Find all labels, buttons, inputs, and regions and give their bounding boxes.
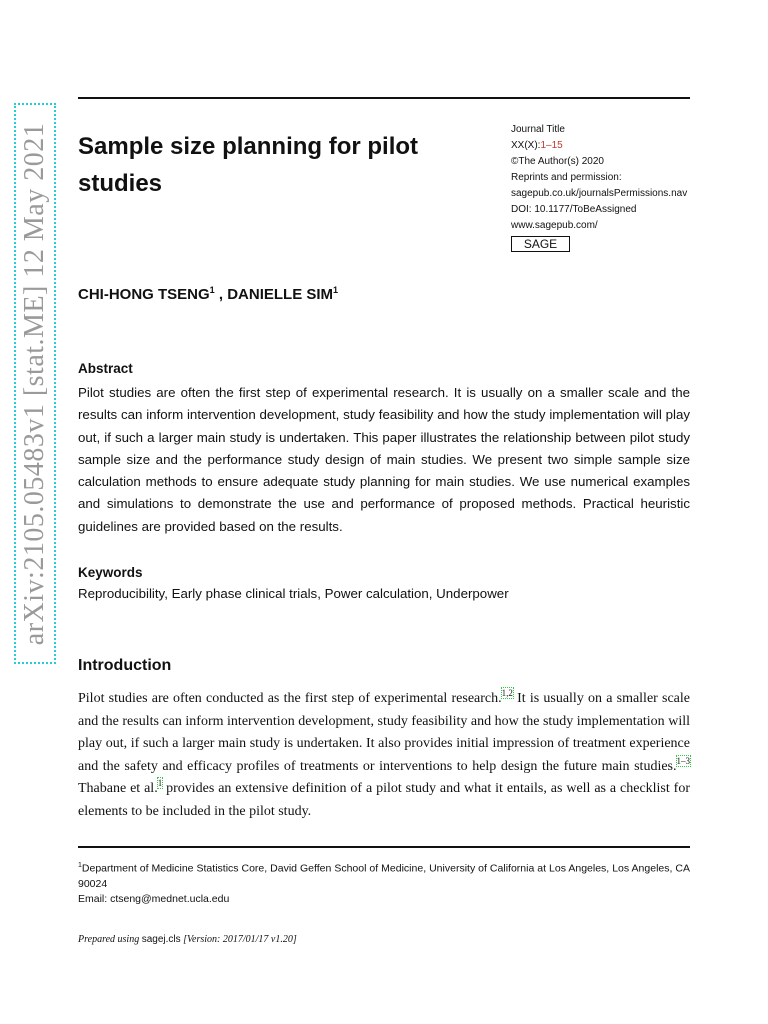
- author-2-affiliation[interactable]: 1: [333, 285, 339, 295]
- doi[interactable]: DOI: 10.1177/ToBeAssigned: [511, 204, 637, 215]
- affiliation-footnote: [78, 858, 690, 907]
- keywords-heading: Keywords: [78, 565, 143, 580]
- abstract-text: Pilot studies are often the first step of experimental research. It is usually on a smaller scale and the results can inform intervention development, study feasibility and how the study implementation will play out, if such a larger main study is undertaken. This paper illustrates the relationship between pilot study sample size and the performance study design of main studies. We present two simple sample size calculation methods to ensure adequate study planning for main studies. We use numerical examples and simulations to demonstrate the use and performance of proposed methods. Practical heuristic guidelines are provided based on the results.: [78, 385, 690, 534]
- citation-link[interactable]: 1,2: [501, 688, 513, 699]
- intro-part-3: Thabane et al.: [78, 781, 158, 796]
- citation-link[interactable]: 1–3: [676, 755, 690, 766]
- affiliation: [78, 858, 690, 892]
- prepared-using-note: [78, 934, 297, 945]
- journal-title: Journal Title: [511, 124, 565, 135]
- journal-volume: [511, 138, 711, 154]
- intro-part-2: It is usually on a smaller scale and the results can inform intervention development, study feasibility and how the study implementation will play out, if such a larger main study is undertaken. It also provides initial impression of treatment experience and the safety and efficacy profiles of treatments or interventions to help design the future main studies.: [78, 691, 691, 774]
- keywords-text: Reproducibility, Early phase clinical trials, Power calculation, Underpower: [78, 586, 509, 601]
- author-line: [78, 285, 338, 303]
- abstract-heading: Abstract: [78, 361, 133, 376]
- author-separator: ,: [214, 286, 228, 303]
- citation-link[interactable]: 1: [157, 778, 163, 789]
- footnote-mark: 1: [78, 862, 82, 869]
- page-start-link[interactable]: 1: [540, 140, 547, 151]
- footnote-rule: [78, 846, 690, 848]
- author-1: CHI-HONG TSENG: [78, 286, 210, 303]
- volume-prefix: XX(X):: [511, 140, 541, 151]
- class-name: sagej.cls: [141, 934, 181, 945]
- header-rule: [78, 97, 690, 99]
- paper-title: Sample size planning for pilot studies: [78, 133, 419, 197]
- intro-part-4: provides an extensive definition of a pilot study and what it entails, as well as a checklist for elements to be included in the pilot study.: [78, 781, 690, 819]
- page-end-link[interactable]: 15: [551, 140, 563, 151]
- arxiv-stamp[interactable]: arXiv:2105.05483v1 [stat.ME] 12 May 2021: [19, 122, 50, 646]
- version-text: [Version: 2017/01/17 v1.20]: [180, 934, 297, 945]
- page-sep: –: [546, 140, 552, 151]
- intro-part-1: Pilot studies are often conducted as the first step of experimental research.: [78, 691, 502, 706]
- email[interactable]: Email: ctseng@mednet.ucla.edu: [78, 892, 230, 905]
- affiliation-text: Department of Medicine Statistics Core, David Geffen School of Medicine, University of California at Los Angeles, Los Angeles, CA 90024: [78, 862, 690, 890]
- copyright: ©The Author(s) 2020: [511, 156, 604, 167]
- prepared-prefix: Prepared using: [78, 934, 142, 945]
- introduction-text: [78, 688, 690, 823]
- author-2: DANIELLE SIM: [227, 286, 334, 303]
- reprints-url[interactable]: sagepub.co.uk/journalsPermissions.nav: [511, 188, 688, 199]
- author-1-affiliation[interactable]: 1: [209, 285, 215, 295]
- reprints-label: Reprints and permission:: [511, 172, 622, 183]
- introduction-heading: Introduction: [78, 657, 172, 674]
- sage-logo: SAGE: [511, 236, 570, 252]
- website[interactable]: www.sagepub.com/: [511, 220, 598, 231]
- journal-info: [511, 122, 711, 254]
